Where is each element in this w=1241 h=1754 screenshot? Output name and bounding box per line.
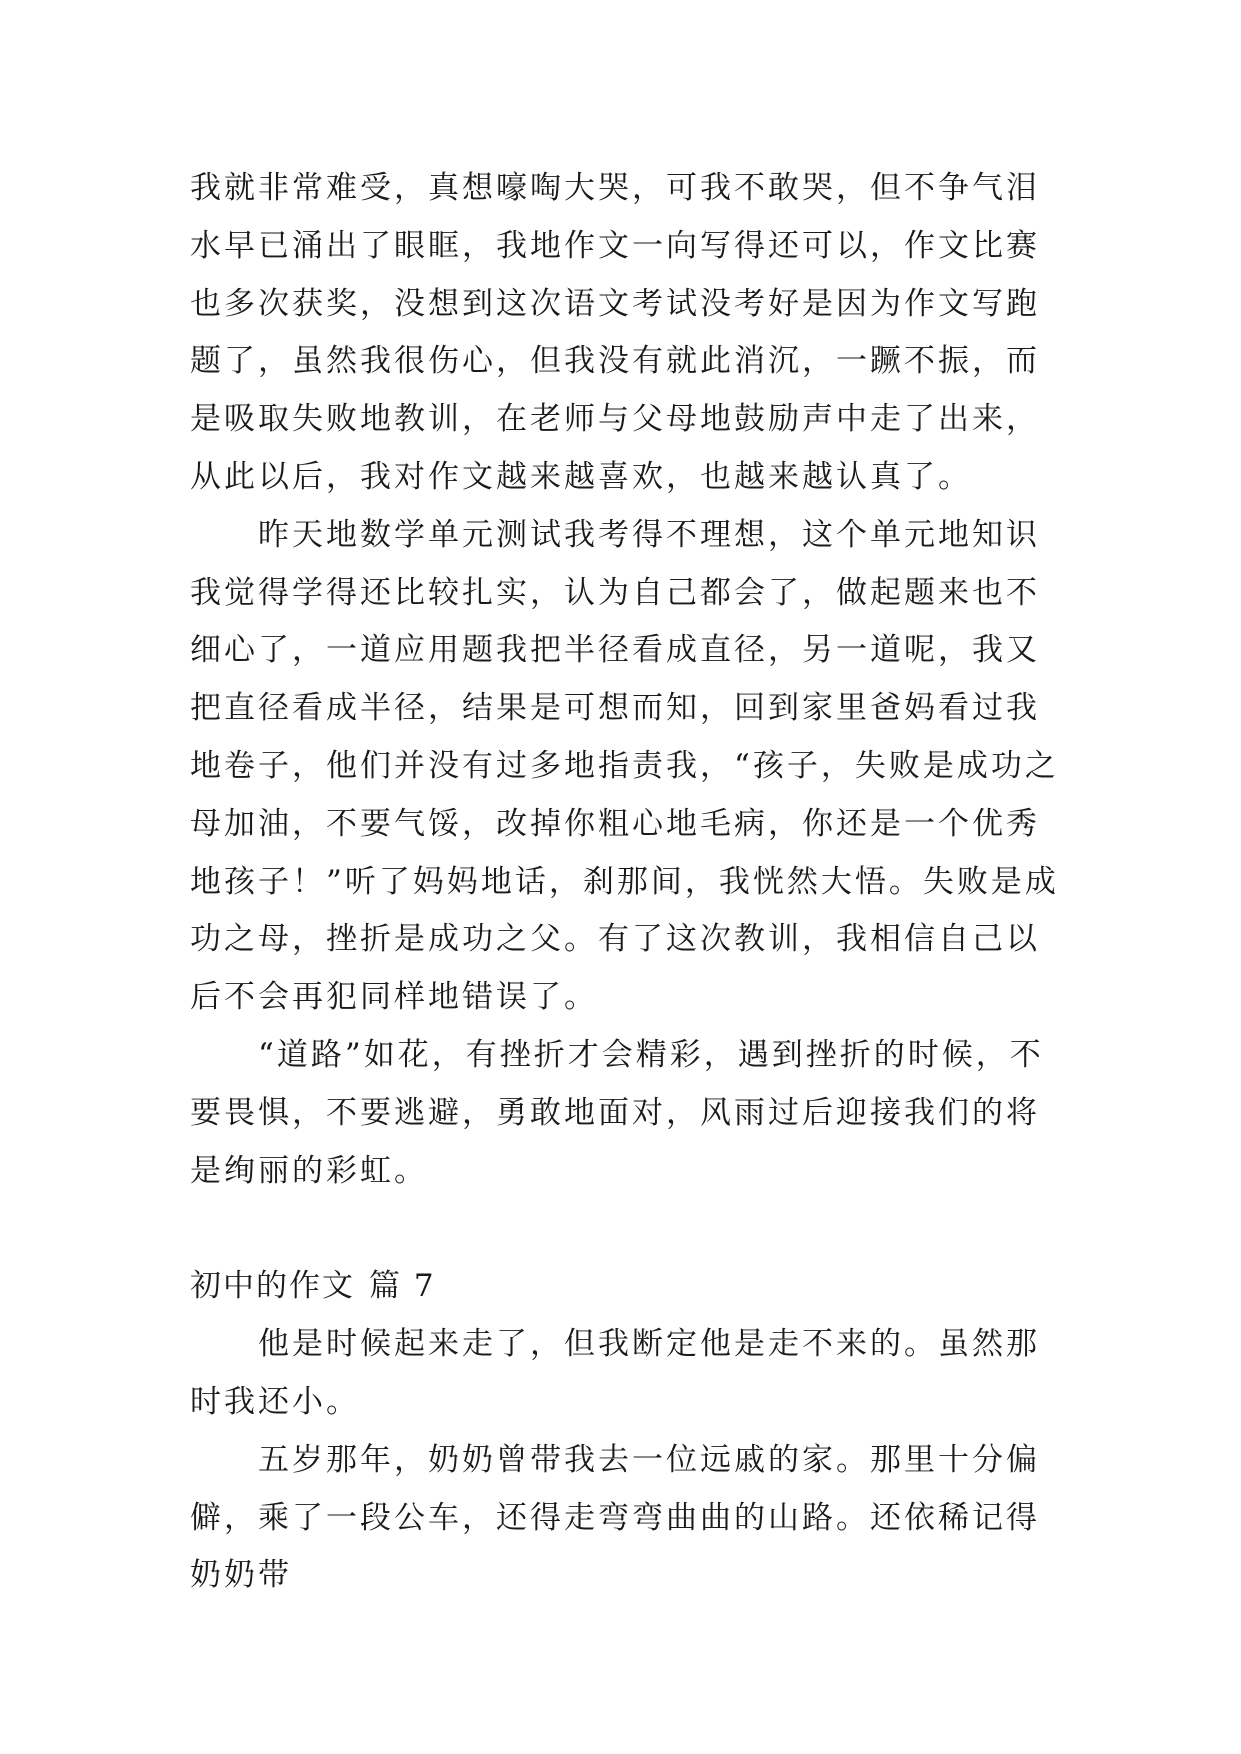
paragraph-3: “道路”如花，有挫折才会精彩，遇到挫折的时候，不要畏惧，不要逃避，勇敢地面对，风雨过后迎接我们的将是绚丽的彩虹。 bbox=[190, 1036, 1044, 1189]
paragraph-1: 我就非常难受，真想嚎啕大哭，可我不敢哭，但不争气泪水早已涌出了眼眶，我地作文一向写得还可以，作文比赛也多次获奖，没想到这次语文考试没考好是因为作文写跑题了，虽然我很伤心，但我没有就此消沉，一蹶不振，而是吸取失败地教训，在老师与父母地鼓励声中走了出来，从此以后，我对作文越来越喜欢，也越来越认真了。 bbox=[190, 170, 1040, 495]
paragraph-5: 五岁那年，奶奶曾带我去一位远戚的家。那里十分偏僻，乘了一段公车，还得走弯弯曲曲的山路。还依稀记得奶奶带 bbox=[190, 1441, 1040, 1594]
section-title: 初中的作文 bbox=[190, 1268, 355, 1305]
section-heading bbox=[190, 1258, 1070, 1316]
paragraph-2: 昨天地数学单元测试我考得不理想，这个单元地知识我觉得学得还比较扎实，认为自己都会了，做起题来也不细心了，一道应用题我把半径看成直径，另一道呢，我又把直径看成半径，结果是可想而知，回到家里爸妈看过我地卷子，他们并没有过多地指责我，“孩子，失败是成功之母加油，不要气馁，改掉你粗心地毛病，你还是一个优秀地孩子！”听了妈妈地话，刹那间，我恍然大悟。失败是成功之母，挫折是成功之父。有了这次教训，我相信自己以后不会再犯同样地错误了。 bbox=[190, 516, 1059, 1016]
document-body bbox=[190, 160, 1070, 1605]
section-number: 篇 7 bbox=[369, 1268, 436, 1305]
paragraph-4: 他是时候起来走了，但我断定他是走不来的。虽然那时我还小。 bbox=[190, 1326, 1040, 1420]
